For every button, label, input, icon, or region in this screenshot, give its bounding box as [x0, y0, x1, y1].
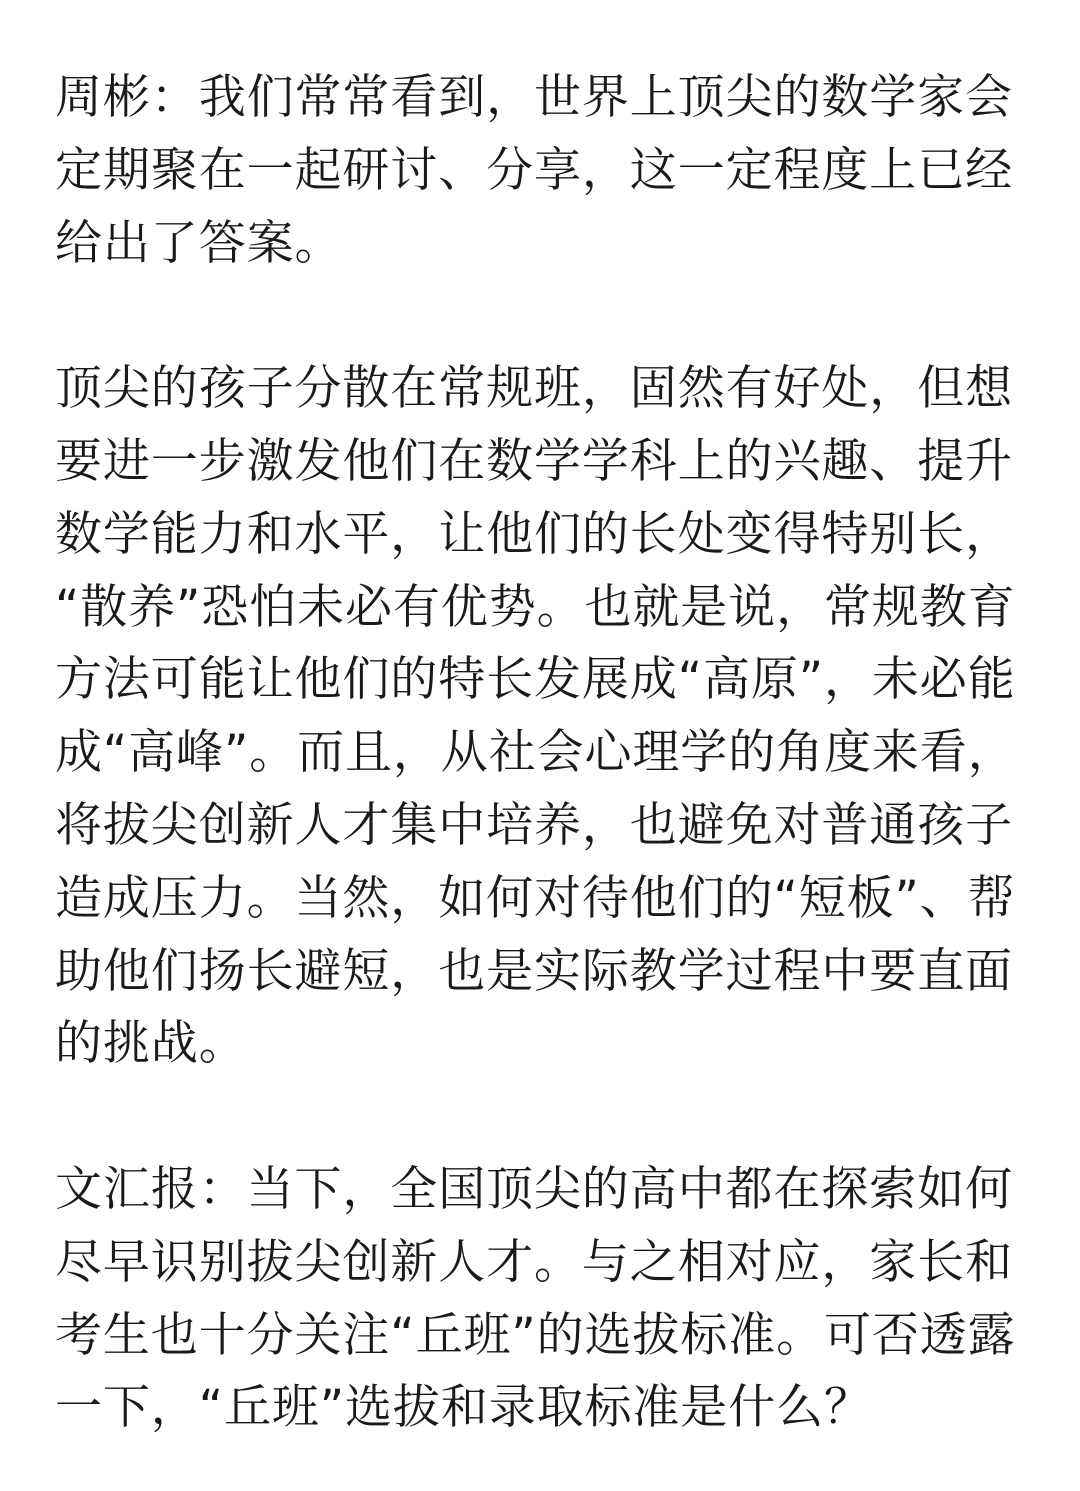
text-line: 定期聚在一起研讨、分享，这一定程度上已经 [55, 142, 1013, 198]
paragraph-zhou-bin-answer-2 [55, 353, 1027, 1081]
text-line: “散养”恐怕未必有优势。也就是说，常规教育 [55, 579, 1016, 635]
paragraph-spacer [55, 1081, 1027, 1154]
text-line: 成“高峰”。而且，从社会心理学的角度来看， [55, 725, 1016, 781]
paragraph-wenhui-question [55, 1154, 1027, 1445]
text-line: 顶尖的孩子分散在常规班，固然有好处，但想 [55, 361, 1013, 417]
text-line: 将拔尖创新人才集中培养，也避免对普通孩子 [55, 797, 1013, 853]
paragraph-spacer [55, 280, 1027, 353]
text-line: 周彬：我们常常看到，世界上顶尖的数学家会 [55, 70, 1013, 125]
text-line: 的挑战。 [55, 1016, 247, 1072]
text-line: 给出了答案。 [55, 215, 343, 271]
text-line: 数学能力和水平，让他们的长处变得特别长， [55, 506, 1013, 562]
text-line: 尽早识别拔尖创新人才。与之相对应，家长和 [55, 1234, 1013, 1290]
text-line: 文汇报：当下，全国顶尖的高中都在探索如何 [55, 1161, 1013, 1217]
text-line: 造成压力。当然，如何对待他们的“短板”、帮 [55, 870, 1016, 926]
text-line: 方法可能让他们的特长发展成“高原”，未必能 [55, 652, 1016, 708]
text-line: 助他们扬长避短，也是实际教学过程中要直面 [55, 943, 1013, 999]
paragraph-zhou-bin-answer-1 [55, 62, 1027, 280]
text-line: 一下，“丘班”选拔和录取标准是什么？ [55, 1380, 872, 1436]
article-body [55, 62, 1027, 1445]
text-line: 要进一步激发他们在数学学科上的兴趣、提升 [55, 433, 1013, 489]
text-line: 考生也十分关注“丘班”的选拔标准。可否透露 [55, 1307, 1016, 1363]
